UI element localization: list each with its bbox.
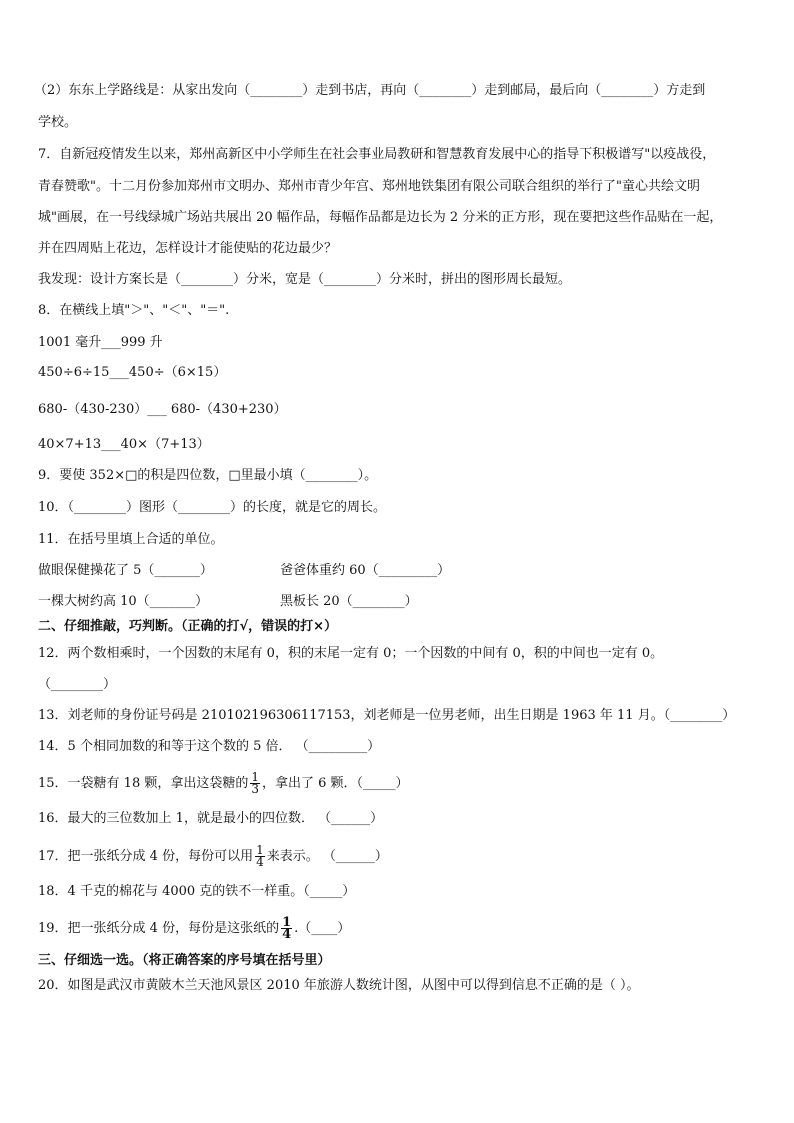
q8-item-a: 1001 毫升___999 升	[38, 335, 163, 350]
q17-text-pre: 17．把一张纸分成 4 份，每份可以用	[38, 849, 254, 864]
q12: 12．两个数相乘时，一个因数的末尾有 0，积的末尾一定有 0；一个因数的中间有 0，积的中间也一定有 0。	[38, 646, 664, 661]
q11-item-b: 爸爸体重约 60（_________）	[280, 563, 451, 578]
q8-item-b: 450÷6÷15___450÷（6×15）	[38, 365, 227, 380]
q17-fraction	[255, 845, 265, 868]
q15-fraction	[250, 772, 260, 795]
q19-fraction	[281, 917, 292, 940]
q19-text-pre: 19．把一张纸分成 4 份，每份是这张纸的	[38, 921, 280, 936]
q15-fraction-numerator: 1	[251, 770, 259, 784]
q17-fraction-denominator: 4	[256, 855, 264, 869]
q11-item-c: 一棵大树约高 10（_______）	[38, 594, 209, 609]
q16: 16．最大的三位数加上 1，就是最小的四位数． （______）	[38, 811, 384, 826]
q19-fraction-denominator: 4	[282, 927, 292, 942]
q7-answer-line: 我发现：设计方案长是（________）分米，宽是（________）分米时，拼出的图形周长最短。	[38, 272, 572, 287]
section-2-heading: 二、仔细推敲，巧判断。（正确的打√，错误的打×）	[38, 619, 338, 634]
q7-line1: 7．自新冠疫情发生以来，郑州高新区中小学师生在社会事业局教研和智慧教育发展中心的指导下积极谱写"以疫战役，	[38, 147, 716, 162]
section-3-heading: 三、仔细选一选。（将正确答案的序号填在括号里）	[38, 953, 331, 968]
q17	[38, 845, 388, 868]
q11-prompt: 11．在括号里填上合适的单位。	[38, 532, 224, 547]
q15-text-post: ，拿出了 6 颗．（_____）	[262, 776, 409, 791]
q9: 9．要使 352×□的积是四位数，□里最小填（________）。	[38, 468, 378, 483]
q13: 13．刘老师的身份证号码是 210102196306117153，刘老师是一位男老师，出生日期是 1963 年 11 月。（________）	[38, 708, 736, 723]
q6-2-line2: 学校。	[38, 115, 78, 130]
q17-text-post: 来表示。 （______）	[266, 849, 388, 864]
q11-item-d: 黑板长 20（________）	[280, 594, 418, 609]
q19-fraction-numerator: 1	[282, 915, 292, 930]
q6-2-line1: （2）东东上学路线是：从家出发向（________）走到书店，再向（________）走到邮局，最后向（________）方走到	[34, 83, 706, 98]
q19-text-post: .（____）	[294, 921, 351, 936]
q15-fraction-denominator: 3	[251, 782, 259, 796]
q7-line3: 城"画展，在一号线绿城广场站共展出 20 幅作品，每幅作品都是边长为 2 分米的正方形，现在要把这些作品贴在一起，	[38, 210, 723, 225]
q8-item-c: 680-（430-230）___ 680-（430+230）	[38, 402, 287, 417]
q8-prompt: 8．在横线上填"＞"、"＜"、"＝".	[38, 303, 230, 318]
q8-item-d: 40×7+13___40×（7+13）	[38, 437, 210, 452]
q14: 14．5 个相同加数的和等于这个数的 5 倍． （_________）	[38, 739, 381, 754]
q17-fraction-numerator: 1	[256, 843, 264, 857]
q11-item-a: 做眼保健操花了 5（_______）	[38, 563, 213, 578]
q18: 18．4 千克的棉花与 4000 克的铁不一样重。（_____）	[38, 884, 356, 899]
q19	[38, 917, 350, 940]
q7-line2: 青春赞歌"。十二月份参加郑州市文明办、郑州市青少年宫、郑州地铁集团有限公司联合组织的举行了"童心共绘文明	[38, 179, 700, 194]
q15-text-pre: 15．一袋糖有 18 颗，拿出这袋糖的	[38, 776, 249, 791]
q20: 20．如图是武汉市黄陂木兰天池风景区 2010 年旅游人数统计图，从图中可以得到信息不正确的是（ ）。	[38, 978, 640, 993]
q15	[38, 772, 409, 795]
q7-line4: 并在四周贴上花边，怎样设计才能使贴的花边最少？	[38, 241, 338, 256]
q12-answer: （________）	[38, 677, 117, 692]
q10: 10．（________）图形（________）的长度，就是它的周长。	[38, 500, 387, 515]
